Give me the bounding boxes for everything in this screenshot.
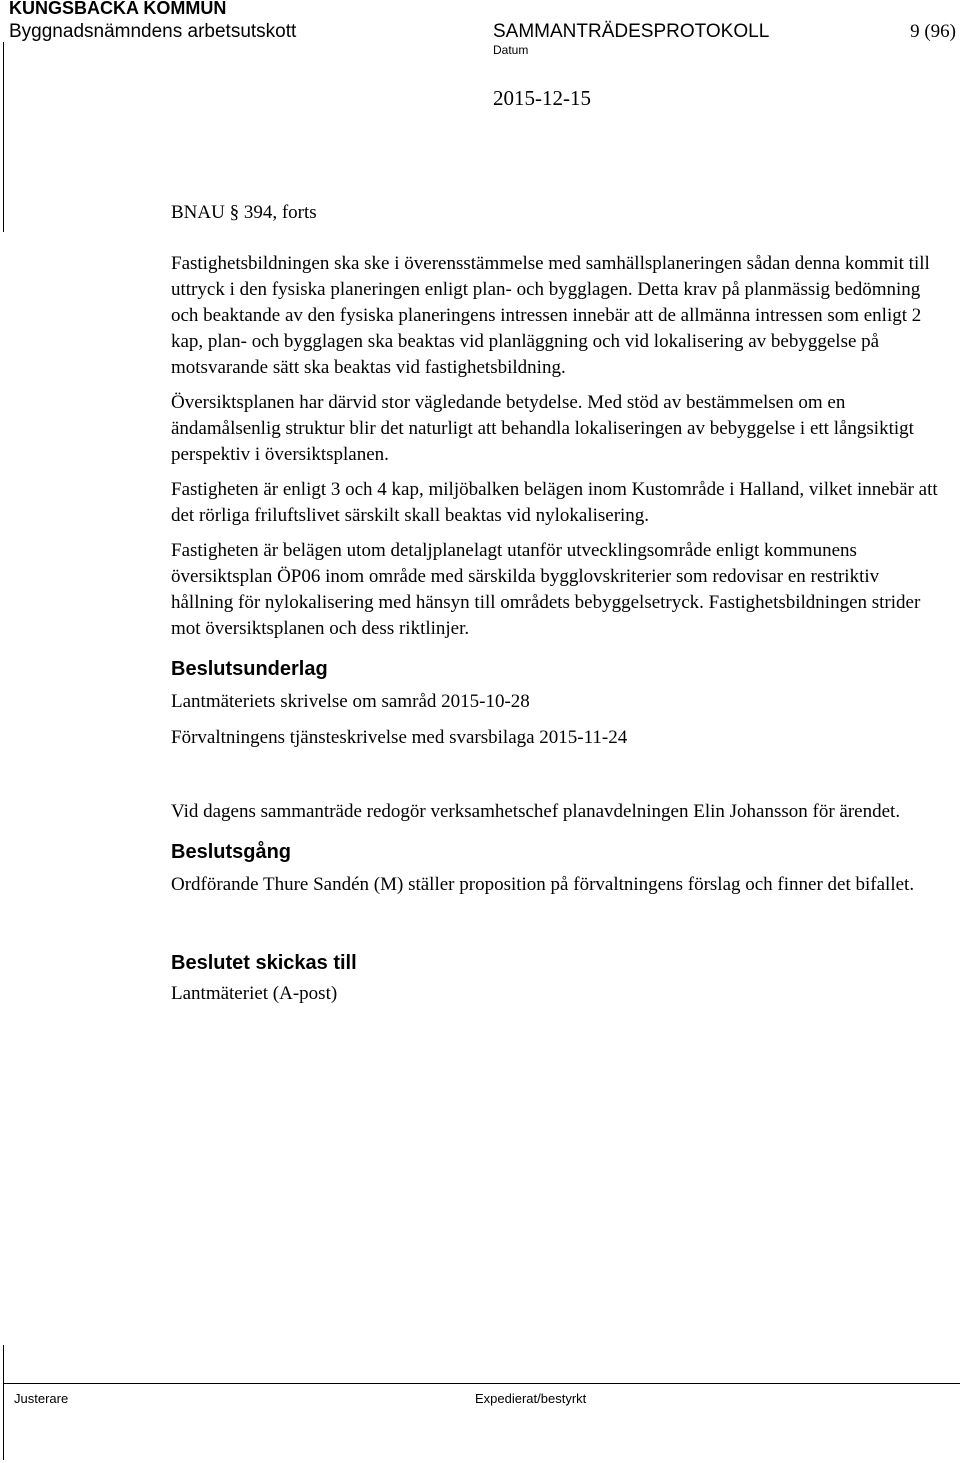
footer-rule (3, 1383, 960, 1384)
date-label: Datum (493, 43, 529, 57)
date-value: 2015-12-15 (493, 86, 591, 110)
paragraph: Översiktsplanen har därvid stor vägledande betydelse. Med stöd av bestämmelsen om en ändamålsenlig struktur blir det naturligt att behandla lokaliseringen av bebyggelse i ett långsiktigt perspektiv i översiktsplanen. (171, 392, 914, 465)
recipient-item: Lantmäteriet (A-post) (171, 983, 338, 1004)
paragraph: Vid dagens sammanträde redogör verksamhetschef planavdelningen Elin Johansson för ärendet. (171, 801, 901, 822)
organization-name: KUNGSBACKA KOMMUN (9, 0, 227, 18)
paragraph: Fastigheten är enligt 3 och 4 kap, miljöbalken belägen inom Kustområde i Halland, vilket innebär att det rörliga friluftslivet särskilt skall beaktas vid nylokalisering. (171, 479, 938, 526)
section-title: BNAU § 394, forts (171, 202, 317, 223)
paragraph: Ordförande Thure Sandén (M) ställer proposition på förvaltningens förslag och finner det bifallet. (171, 874, 915, 895)
footer-expedierat: Expedierat/bestyrkt (475, 1391, 587, 1406)
margin-line-top (3, 42, 4, 232)
document-body (171, 200, 941, 1016)
committee-name: Byggnadsnämndens arbetsutskott (9, 21, 297, 42)
page-number: 9 (96) (910, 21, 956, 42)
heading-beslutet-skickas-till: Beslutet skickas till (171, 952, 357, 974)
underlag-item: Lantmäteriets skrivelse om samråd 2015-10-28 (171, 691, 530, 712)
paragraph: Fastighetsbildningen ska ske i överensstämmelse med samhällsplaneringen sådan denna kommit till uttryck i den fysiska planeringen enligt plan- och bygglagen. Detta krav på planmässig bedömning och beaktande av den fysiska planeringens intressen innebär att de allmänna intressen som enligt 2 kap, plan- och bygglagen ska beaktas vid planläggning och vid lokalisering av bebyggelse på motsvarande sätt ska beaktas vid fastighetsbildning. (171, 253, 930, 378)
underlag-item: Förvaltningens tjänsteskrivelse med svarsbilaga 2015-11-24 (171, 727, 628, 748)
heading-beslutsgang: Beslutsgång (171, 841, 292, 863)
document-type: SAMMANTRÄDESPROTOKOLL (493, 21, 770, 42)
heading-beslutsunderlag: Beslutsunderlag (171, 658, 328, 680)
footer-justerare: Justerare (14, 1391, 69, 1406)
margin-line-bottom (3, 1345, 4, 1460)
paragraph: Fastigheten är belägen utom detaljplanelagt utanför utvecklingsområde enligt kommunens översiktsplan ÖP06 inom område med särskilda bygglovskriterier som redovisar en restriktiv hållning för nylokalisering med hänsyn till områdets bebyggelsetryck. Fastighetsbildningen strider mot översiktsplanen och dess riktlinjer. (171, 540, 921, 639)
